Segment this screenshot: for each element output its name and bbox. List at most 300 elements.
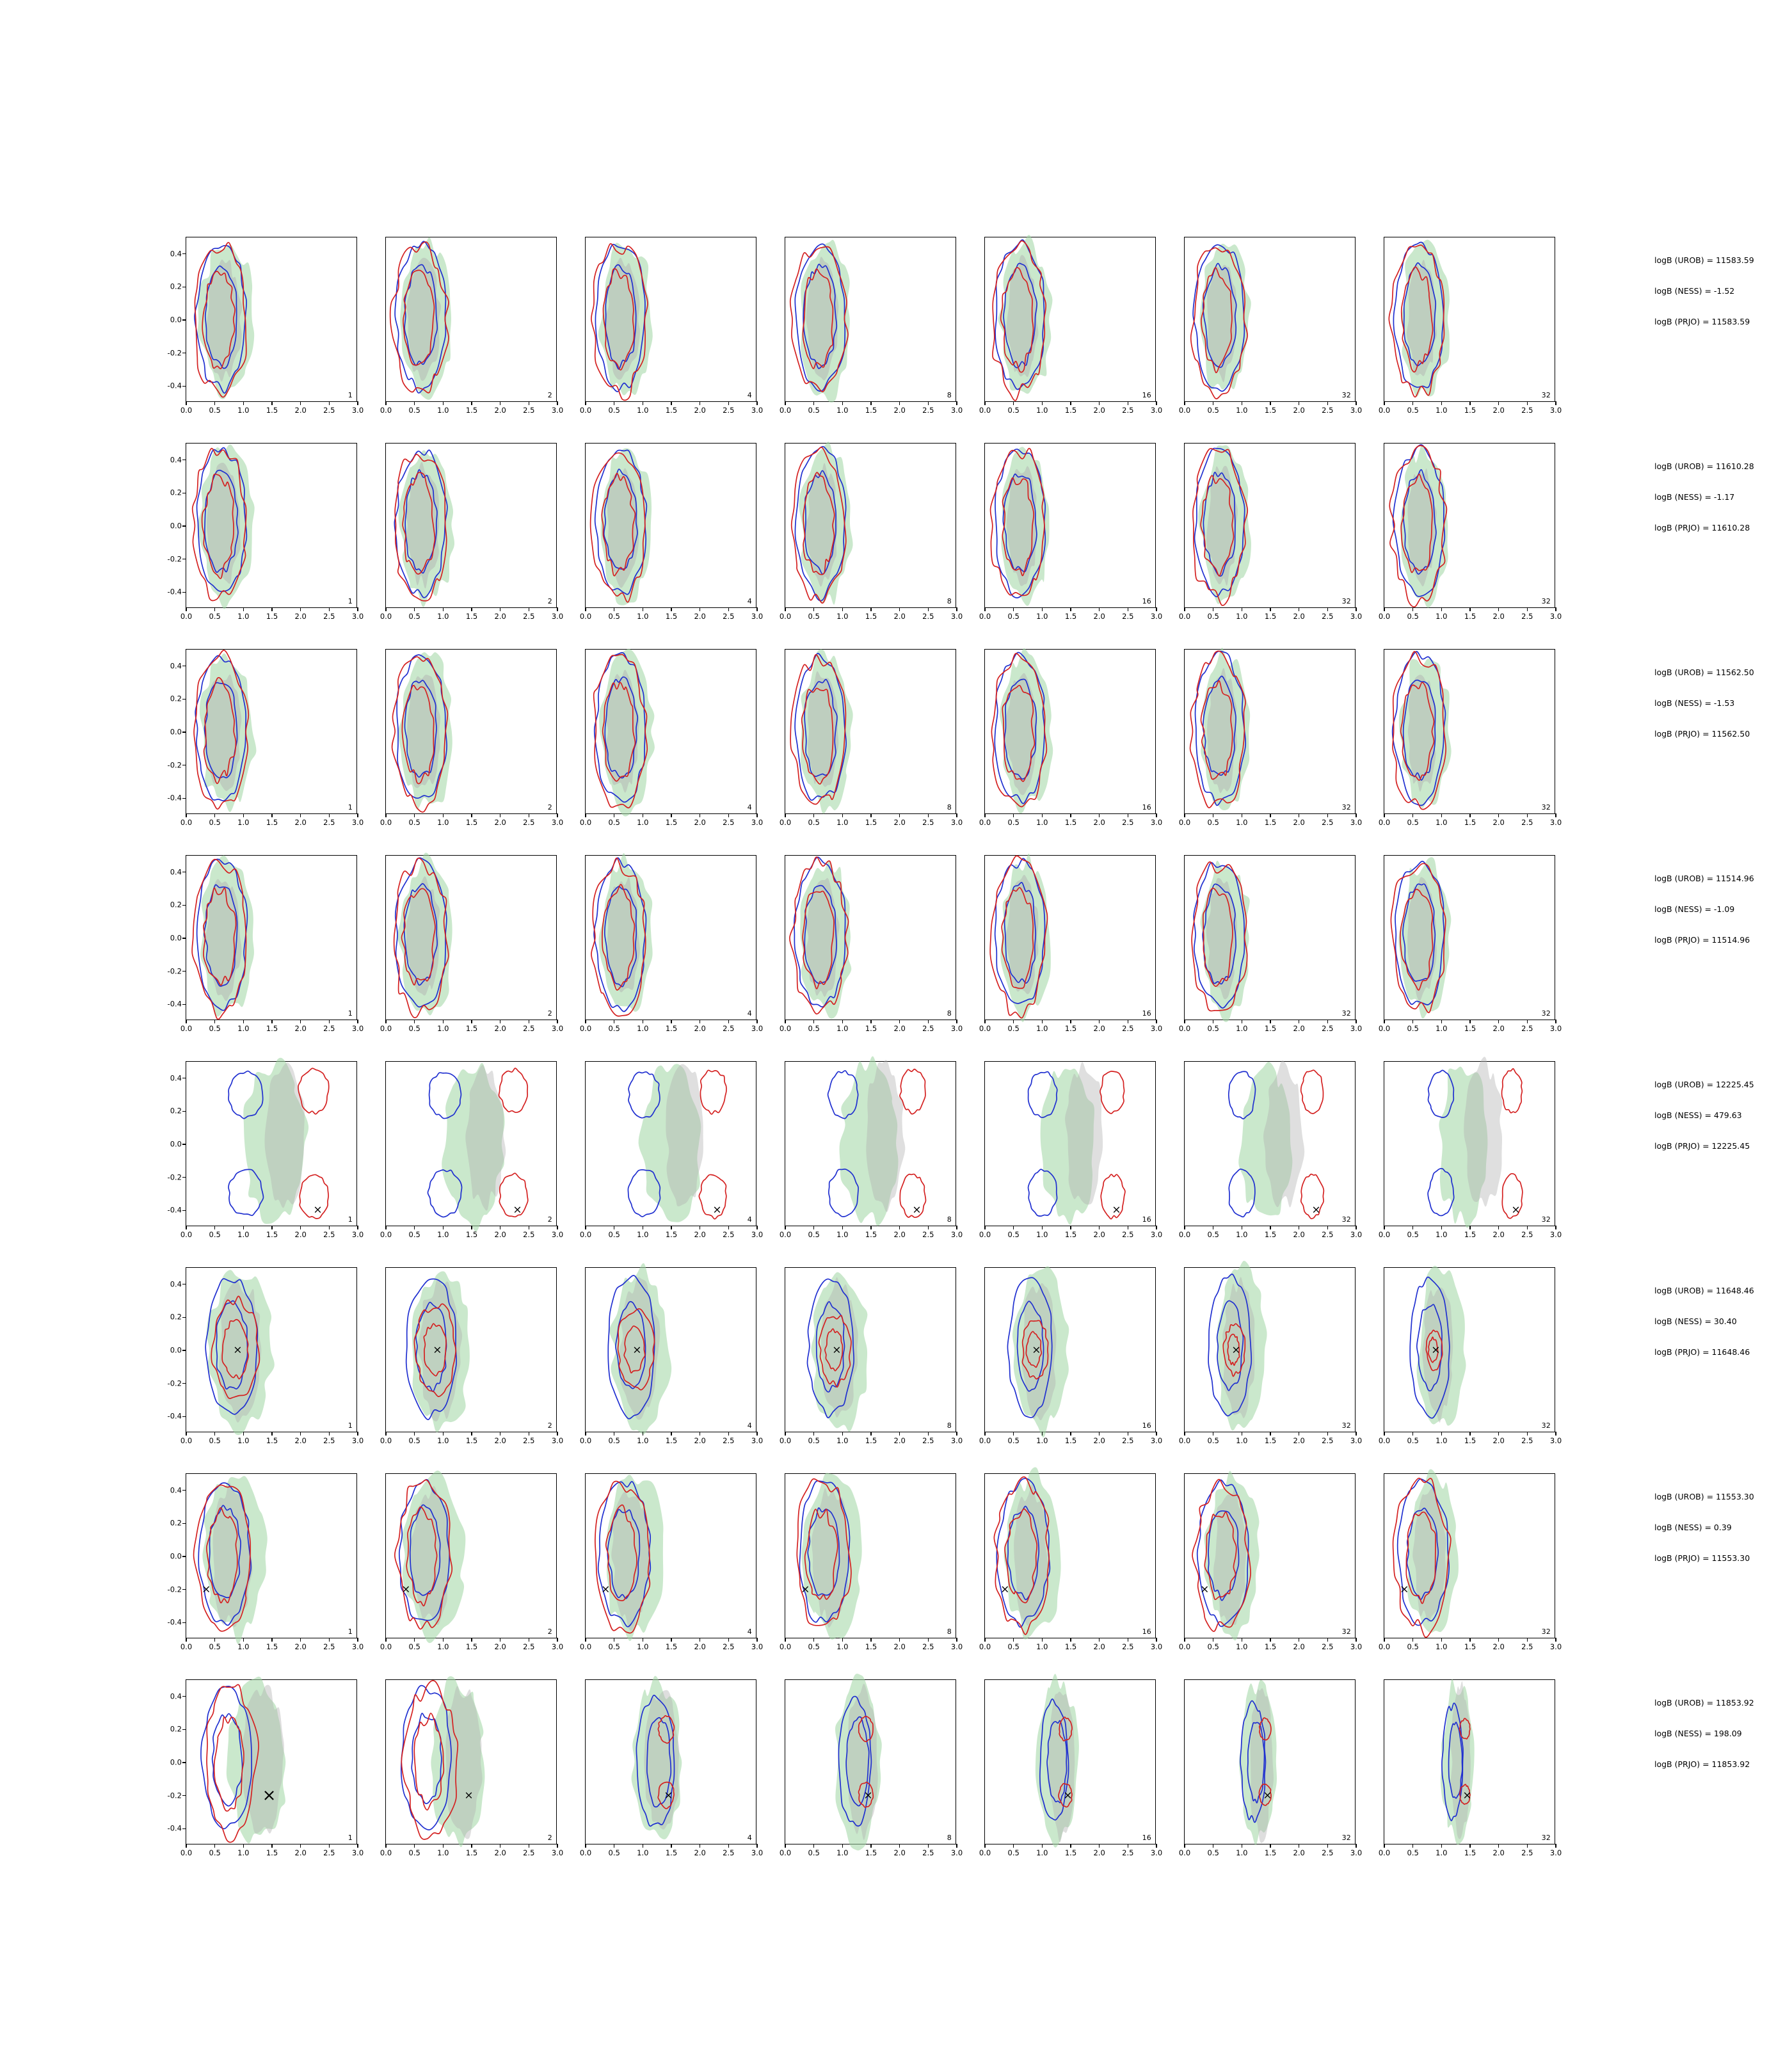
panel-cell	[579, 649, 764, 827]
x-axis-tick-label: 2.5	[1322, 818, 1334, 827]
x-axis-tick-mark	[1327, 1226, 1328, 1229]
contour-panel	[1378, 855, 1562, 1033]
x-axis-tick-mark	[443, 1432, 444, 1436]
x-axis-tick-label: 3.0	[351, 1436, 364, 1445]
panel-cell	[1178, 1473, 1363, 1651]
x-axis-tick-mark	[385, 1638, 386, 1642]
x-axis-tick-mark	[243, 1226, 244, 1229]
y-axis-tick-label: -0.4	[167, 1617, 182, 1627]
x-axis-tick-label: 1.0	[1036, 1436, 1048, 1445]
x-axis-tick-mark	[984, 1844, 985, 1848]
panel-cell	[1378, 1061, 1562, 1239]
panel-index-label: 4	[747, 1628, 752, 1636]
truth-marker: ×	[801, 1583, 810, 1596]
panel-cell	[1178, 855, 1363, 1033]
x-axis-tick-label: 0.0	[380, 1024, 392, 1033]
x-axis-tick-mark	[1070, 1844, 1071, 1848]
y-axis-tick-label: -0.4	[167, 587, 182, 596]
x-axis-tick-mark	[928, 1638, 929, 1642]
x-axis-tick-label: 1.0	[437, 1436, 449, 1445]
x-axis-tick-mark	[1327, 1432, 1328, 1436]
row-annotation: logB (UROB) = 11610.28	[1654, 461, 1754, 471]
contour-plot-area	[785, 1680, 956, 1844]
x-axis-tick-label: 2.5	[1322, 1848, 1334, 1857]
panel-index-label: 16	[1142, 1009, 1151, 1018]
x-axis-tick-mark	[1469, 1226, 1470, 1229]
contour-plot-area	[186, 1474, 356, 1638]
x-axis-tick-label: 2.5	[323, 818, 335, 827]
x-axis-tick-mark	[842, 1432, 843, 1436]
x-axis-tick-mark	[1527, 813, 1528, 817]
x-axis-tick-label: 0.5	[1207, 612, 1219, 621]
x-axis-tick-label: 1.0	[836, 1230, 849, 1239]
x-axis-tick-mark	[1555, 1638, 1556, 1642]
x-axis-tick-mark	[813, 1844, 814, 1848]
panel-cell	[167, 1061, 364, 1239]
x-axis-tick-mark	[414, 1638, 415, 1642]
y-axis-tick-mark	[182, 1622, 186, 1623]
x-axis-tick-label: 0.0	[1178, 1024, 1191, 1033]
panel-index-label: 32	[1341, 1421, 1351, 1430]
x-axis-tick-mark	[1070, 813, 1071, 817]
y-axis-tick-mark	[182, 1317, 186, 1318]
x-axis-tick-mark	[1013, 401, 1014, 405]
x-axis-tick-label: 2.5	[922, 1848, 934, 1857]
x-axis-tick-label: 1.0	[836, 1848, 849, 1857]
contour-panel	[779, 237, 963, 415]
x-axis-tick-label: 0.0	[579, 406, 592, 415]
panel-cell	[1378, 1473, 1562, 1651]
x-axis-tick-label: 1.0	[1036, 818, 1048, 827]
x-axis-tick-mark	[385, 607, 386, 611]
x-axis-tick-mark	[357, 1638, 358, 1642]
x-axis-tick-label: 1.0	[637, 1230, 649, 1239]
contour-plot-area	[386, 1680, 556, 1844]
panel-cell	[579, 1061, 764, 1239]
x-axis-tick-label: 2.5	[1322, 1436, 1334, 1445]
y-axis-tick-label: -0.4	[167, 1411, 182, 1421]
x-axis-tick-mark	[300, 1432, 301, 1436]
x-axis-tick-label: 0.0	[1178, 612, 1191, 621]
x-axis-tick-mark	[443, 1226, 444, 1229]
x-axis-tick-label: 2.0	[1492, 1436, 1505, 1445]
x-axis-tick-label: 1.0	[1236, 406, 1248, 415]
x-axis-tick-label: 1.0	[836, 1436, 849, 1445]
x-axis-tick-mark	[1099, 1638, 1100, 1642]
x-axis-tick-label: 3.0	[950, 1436, 963, 1445]
x-axis-tick-label: 1.0	[1436, 1230, 1448, 1239]
x-axis-tick-label: 1.0	[437, 818, 449, 827]
panel-cell	[167, 1473, 364, 1651]
panel-cell	[167, 1267, 364, 1445]
contour-panel	[979, 1473, 1163, 1651]
x-axis-tick-label: 1.0	[1236, 1024, 1248, 1033]
x-axis-tick-mark	[1498, 1226, 1499, 1229]
contour-plot-area	[1384, 1680, 1555, 1844]
contour-plot-area	[586, 1474, 756, 1638]
x-axis-tick-label: 1.5	[1264, 1436, 1277, 1445]
x-axis-tick-label: 1.0	[1436, 1024, 1448, 1033]
x-axis-tick-mark	[443, 1020, 444, 1023]
x-axis-tick-label: 2.0	[494, 612, 506, 621]
x-axis-tick-mark	[756, 1226, 757, 1229]
x-axis-tick-label: 0.5	[1407, 1642, 1419, 1651]
contour-panel	[1378, 1267, 1562, 1445]
x-axis-tick-label: 0.5	[209, 818, 221, 827]
x-axis-tick-mark	[214, 1432, 215, 1436]
y-axis-tick-mark	[182, 1795, 186, 1796]
x-axis-tick-label: 2.5	[1122, 1024, 1134, 1033]
x-axis-tick-label: 2.0	[294, 1024, 307, 1033]
y-axis-tick-label: 0.0	[170, 1551, 182, 1561]
panel-index-label: 32	[1341, 597, 1351, 605]
x-axis-tick-label: 0.0	[180, 1642, 193, 1651]
x-axis-tick-label: 1.5	[665, 1642, 678, 1651]
x-axis-tick-label: 0.0	[779, 818, 792, 827]
x-axis-tick-label: 1.5	[1064, 1024, 1077, 1033]
x-axis-tick-mark	[813, 1226, 814, 1229]
y-axis-tick-mark	[182, 699, 186, 700]
panel-cell	[1378, 649, 1562, 827]
x-axis-tick-label: 1.0	[1236, 1848, 1248, 1857]
x-axis-tick-label: 0.0	[979, 818, 991, 827]
row-annotation: logB (PRJO) = 11648.46	[1654, 1347, 1750, 1357]
x-axis-tick-mark	[300, 401, 301, 405]
truth-marker: ×	[601, 1583, 611, 1596]
x-axis-tick-mark	[1184, 1432, 1185, 1436]
x-axis-tick-label: 2.0	[1492, 1024, 1505, 1033]
contour-panel	[380, 649, 564, 827]
x-axis-tick-label: 3.0	[751, 1024, 764, 1033]
x-axis-tick-label: 1.5	[266, 1230, 278, 1239]
x-axis-tick-label: 2.0	[294, 612, 307, 621]
contour-panel	[779, 855, 963, 1033]
x-axis-tick-label: 1.0	[836, 406, 849, 415]
contour-panel	[979, 237, 1163, 415]
x-axis-tick-mark	[756, 1020, 757, 1023]
x-axis-tick-mark	[870, 401, 871, 405]
x-axis-tick-label: 1.0	[1036, 406, 1048, 415]
y-axis-tick-label: -0.4	[167, 381, 182, 390]
x-axis-tick-mark	[984, 1638, 985, 1642]
x-axis-tick-label: 3.0	[1350, 1642, 1363, 1651]
x-axis-tick-label: 1.5	[465, 818, 478, 827]
x-axis-tick-label: 0.5	[808, 1436, 820, 1445]
panel-index-label: 8	[947, 1834, 952, 1842]
panel-cell	[779, 1679, 963, 1857]
x-axis-tick-mark	[1070, 1638, 1071, 1642]
x-axis-tick-label: 2.5	[1322, 1642, 1334, 1651]
panel-index-label: 32	[1541, 391, 1551, 399]
x-axis-tick-label: 2.5	[1322, 612, 1334, 621]
panel-index-label: 8	[947, 1421, 952, 1430]
panel-cell	[167, 649, 364, 827]
row-annotation: logB (NESS) = 198.09	[1654, 1729, 1742, 1738]
contour-panel	[1378, 443, 1562, 621]
y-axis-tick-label: -0.2	[167, 1378, 182, 1388]
row-annotation: logB (PRJO) = 11514.96	[1654, 935, 1750, 945]
panel-cell	[579, 855, 764, 1033]
x-axis-tick-label: 1.0	[237, 1024, 250, 1033]
x-axis-tick-label: 0.5	[1007, 1848, 1020, 1857]
x-axis-tick-label: 2.5	[723, 1848, 735, 1857]
x-axis-tick-label: 0.5	[1007, 1230, 1020, 1239]
x-axis-tick-label: 0.0	[579, 1230, 592, 1239]
x-axis-tick-label: 0.0	[579, 612, 592, 621]
x-axis-tick-label: 2.0	[1093, 406, 1105, 415]
x-axis-tick-mark	[842, 1638, 843, 1642]
contour-panel	[380, 1267, 564, 1445]
x-axis-tick-label: 0.0	[380, 612, 392, 621]
x-axis-tick-label: 0.5	[1207, 1436, 1219, 1445]
x-axis-tick-mark	[1042, 401, 1043, 405]
x-axis-tick-label: 1.5	[665, 1230, 678, 1239]
x-axis-tick-label: 2.5	[523, 818, 535, 827]
x-axis-tick-label: 1.0	[1236, 1642, 1248, 1651]
x-axis-tick-label: 0.0	[1178, 1642, 1191, 1651]
x-axis-tick-label: 0.5	[408, 1436, 420, 1445]
x-axis-tick-label: 1.5	[865, 1848, 877, 1857]
row-annotation: logB (NESS) = -1.53	[1654, 698, 1735, 708]
x-axis-tick-mark	[956, 1020, 957, 1023]
x-axis-tick-label: 0.5	[1407, 406, 1419, 415]
x-axis-tick-label: 2.0	[893, 1436, 906, 1445]
x-axis-tick-label: 2.0	[893, 818, 906, 827]
x-axis-tick-label: 3.0	[751, 1436, 764, 1445]
x-axis-tick-label: 2.5	[922, 1436, 934, 1445]
x-axis-tick-label: 3.0	[551, 1436, 564, 1445]
row-annotation: logB (PRJO) = 11562.50	[1654, 729, 1750, 739]
red-contour-line	[1100, 1071, 1124, 1114]
x-axis-tick-mark	[443, 401, 444, 405]
panel-cell	[579, 1679, 764, 1857]
x-axis-tick-mark	[813, 1020, 814, 1023]
x-axis-tick-mark	[1555, 607, 1556, 611]
panel-index-label: 1	[348, 1628, 353, 1636]
x-axis-tick-mark	[300, 607, 301, 611]
x-axis-tick-label: 2.5	[1521, 1642, 1533, 1651]
panel-cell	[579, 443, 764, 621]
x-axis-tick-mark	[414, 607, 415, 611]
contour-plot-area	[985, 856, 1155, 1020]
x-axis-tick-label: 3.0	[1150, 612, 1163, 621]
x-axis-tick-label: 0.0	[779, 1230, 792, 1239]
x-axis-tick-mark	[956, 401, 957, 405]
contour-panel	[1378, 1679, 1562, 1857]
x-axis-tick-mark	[271, 607, 272, 611]
x-axis-tick-label: 3.0	[751, 1642, 764, 1651]
x-axis-tick-label: 0.0	[579, 818, 592, 827]
x-axis-tick-label: 3.0	[351, 1024, 364, 1033]
x-axis-tick-label: 3.0	[1549, 818, 1562, 827]
contour-plot-area	[1384, 856, 1555, 1020]
x-axis-tick-label: 2.0	[694, 1642, 706, 1651]
x-axis-tick-label: 1.5	[665, 1436, 678, 1445]
x-axis-tick-label: 3.0	[1150, 1436, 1163, 1445]
contour-plot-area	[985, 1268, 1155, 1432]
contour-panel	[380, 1679, 564, 1857]
contour-panel	[579, 443, 764, 621]
contour-panel	[779, 1267, 963, 1445]
contour-plot-area	[586, 856, 756, 1020]
truth-marker: ×	[1032, 1343, 1041, 1357]
contour-panel	[779, 1473, 963, 1651]
panel-row	[167, 237, 1626, 443]
panel-cell	[380, 1267, 564, 1445]
x-axis-tick-label: 2.5	[723, 1642, 735, 1651]
x-axis-tick-mark	[414, 813, 415, 817]
x-axis-tick-label: 0.0	[979, 612, 991, 621]
x-axis-tick-label: 1.5	[465, 1436, 478, 1445]
x-axis-tick-mark	[756, 813, 757, 817]
truth-marker: ×	[912, 1203, 922, 1217]
x-axis-tick-label: 0.5	[209, 1024, 221, 1033]
x-axis-tick-label: 1.0	[237, 1436, 250, 1445]
x-axis-tick-mark	[1099, 1020, 1100, 1023]
truth-marker: ×	[632, 1343, 642, 1357]
x-axis-tick-label: 2.0	[494, 818, 506, 827]
x-axis-tick-label: 0.5	[1207, 1642, 1219, 1651]
x-axis-tick-mark	[1441, 1638, 1442, 1642]
x-axis-tick-label: 0.0	[579, 1642, 592, 1651]
truth-marker: ×	[1063, 1789, 1073, 1802]
x-axis-tick-mark	[585, 1432, 586, 1436]
x-axis-tick-label: 1.5	[1464, 406, 1476, 415]
panel-index-label: 32	[1541, 803, 1551, 812]
x-axis-tick-mark	[1184, 607, 1185, 611]
contour-plot-area	[1185, 237, 1355, 401]
x-axis-tick-label: 0.5	[1007, 1024, 1020, 1033]
x-axis-tick-label: 2.5	[1521, 1848, 1533, 1857]
y-axis-tick-mark	[182, 905, 186, 906]
x-axis-tick-label: 3.0	[551, 406, 564, 415]
x-axis-tick-label: 0.0	[779, 1642, 792, 1651]
panel-index-label: 32	[1541, 1009, 1551, 1018]
x-axis-tick-label: 1.5	[1464, 1642, 1476, 1651]
x-axis-tick-label: 1.5	[266, 1436, 278, 1445]
contour-panel	[167, 237, 364, 415]
panel-index-label: 16	[1142, 1421, 1151, 1430]
x-axis-tick-mark	[984, 1432, 985, 1436]
x-axis-tick-label: 1.0	[437, 1024, 449, 1033]
x-axis-tick-mark	[300, 813, 301, 817]
contour-panel	[380, 237, 564, 415]
contour-panel	[380, 1061, 564, 1239]
x-axis-tick-mark	[728, 1432, 729, 1436]
x-axis-tick-label: 0.0	[579, 1848, 592, 1857]
contour-plot-area	[1384, 1474, 1555, 1638]
x-axis-tick-label: 1.0	[237, 612, 250, 621]
truth-marker: ×	[832, 1343, 842, 1357]
panel-index-label: 32	[1341, 803, 1351, 812]
x-axis-tick-label: 0.5	[608, 1230, 620, 1239]
contour-plot-area	[386, 444, 556, 607]
panel-index-label: 32	[1341, 1009, 1351, 1018]
x-axis-tick-label: 1.5	[1064, 1642, 1077, 1651]
x-axis-tick-label: 3.0	[1549, 1436, 1562, 1445]
truth-marker: ×	[1263, 1789, 1272, 1802]
x-axis-tick-label: 3.0	[1350, 612, 1363, 621]
row-annotation: logB (PRJO) = 11583.59	[1654, 317, 1750, 326]
contour-panel	[779, 1679, 963, 1857]
x-axis-tick-label: 1.0	[637, 612, 649, 621]
x-axis-tick-mark	[471, 813, 472, 817]
x-axis-tick-label: 2.5	[523, 1024, 535, 1033]
contour-plot-area	[1384, 1062, 1555, 1226]
x-axis-tick-label: 2.0	[1093, 612, 1105, 621]
x-axis-tick-mark	[956, 1226, 957, 1229]
x-axis-tick-mark	[1498, 813, 1499, 817]
row-annotation: logB (PRJO) = 11610.28	[1654, 523, 1750, 532]
x-axis-tick-label: 3.0	[751, 612, 764, 621]
x-axis-tick-mark	[870, 813, 871, 817]
x-axis-tick-label: 1.0	[237, 818, 250, 827]
x-axis-tick-label: 3.0	[1549, 1230, 1562, 1239]
contour-panel	[779, 1061, 963, 1239]
x-axis-tick-label: 0.0	[1178, 818, 1191, 827]
x-axis-tick-label: 1.5	[665, 612, 678, 621]
x-axis-tick-mark	[1527, 1020, 1528, 1023]
contour-plot-area	[785, 444, 956, 607]
x-axis-tick-mark	[928, 1226, 929, 1229]
y-axis-tick-label: 0.4	[170, 661, 182, 671]
x-axis-tick-label: 1.5	[1064, 1436, 1077, 1445]
row-annotation: logB (UROB) = 11648.46	[1654, 1286, 1754, 1295]
x-axis-tick-mark	[1070, 401, 1071, 405]
x-axis-tick-label: 1.5	[865, 1230, 877, 1239]
x-axis-tick-mark	[243, 401, 244, 405]
x-axis-tick-label: 0.5	[1007, 612, 1020, 621]
x-axis-tick-label: 3.0	[351, 406, 364, 415]
x-axis-tick-mark	[1469, 1020, 1470, 1023]
x-axis-tick-label: 1.0	[1036, 1024, 1048, 1033]
x-axis-tick-label: 1.5	[465, 1024, 478, 1033]
contour-plot-area	[186, 237, 356, 401]
x-axis-tick-label: 3.0	[1350, 818, 1363, 827]
panel-index-label: 8	[947, 1215, 952, 1224]
x-axis-tick-label: 0.5	[209, 1436, 221, 1445]
panel-cell	[1378, 1679, 1562, 1857]
x-axis-tick-label: 3.0	[751, 1848, 764, 1857]
x-axis-tick-label: 3.0	[1549, 1642, 1562, 1651]
truth-marker: ×	[712, 1203, 722, 1217]
x-axis-tick-mark	[728, 1638, 729, 1642]
truth-marker: ×	[1311, 1203, 1321, 1217]
x-axis-tick-mark	[385, 401, 386, 405]
x-axis-tick-label: 2.0	[294, 818, 307, 827]
x-axis-tick-label: 3.0	[950, 406, 963, 415]
x-axis-tick-mark	[899, 401, 900, 405]
x-axis-tick-mark	[243, 607, 244, 611]
y-axis-tick-label: -0.2	[167, 554, 182, 563]
x-axis-tick-label: 1.5	[1264, 1848, 1277, 1857]
x-axis-tick-mark	[728, 607, 729, 611]
x-axis-tick-label: 2.5	[723, 818, 735, 827]
x-axis-tick-mark	[1070, 1020, 1071, 1023]
y-axis-tick-mark	[182, 1589, 186, 1590]
x-axis-tick-label: 2.0	[1093, 818, 1105, 827]
x-axis-tick-label: 0.0	[1378, 1848, 1391, 1857]
x-axis-tick-label: 3.0	[950, 1642, 963, 1651]
panel-index-label: 1	[348, 1215, 353, 1224]
x-axis-tick-mark	[414, 1226, 415, 1229]
x-axis-tick-label: 2.0	[893, 1024, 906, 1033]
x-axis-tick-label: 2.5	[723, 1230, 735, 1239]
x-axis-tick-mark	[1555, 1226, 1556, 1229]
y-axis-tick-mark	[182, 1383, 186, 1384]
x-axis-tick-label: 2.0	[1093, 1848, 1105, 1857]
panel-cell	[167, 855, 364, 1033]
